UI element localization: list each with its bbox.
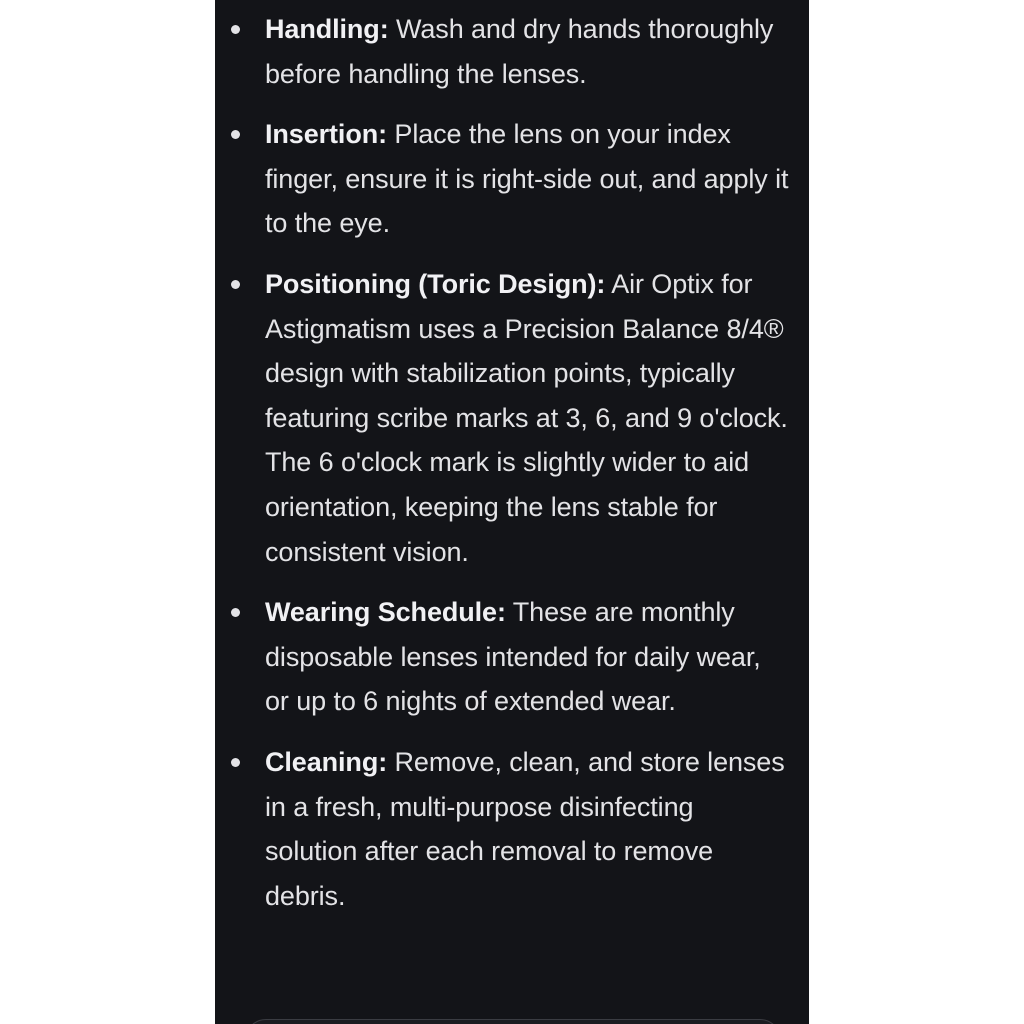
- bottom-card-edge: [245, 1019, 781, 1024]
- instructions-list: [215, 7, 809, 918]
- bullet-icon: [231, 608, 240, 617]
- term-description: Air Optix for Astigmatism uses a Precision Balance 8/4® design with stabilization points, typically featuring scribe marks at 3, 6, and 9 o'clock. The 6 o'clock mark is slightly wider to aid orientation, keeping the lens stable for consistent vision.: [265, 268, 788, 567]
- list-item-cleaning: [215, 740, 809, 918]
- term-label: Handling:: [265, 14, 389, 44]
- list-item-insertion: [215, 112, 809, 246]
- bullet-icon: [231, 758, 240, 767]
- chat-response-panel: [215, 0, 809, 1024]
- list-item-positioning: [215, 262, 809, 574]
- list-item-handling: [215, 7, 809, 96]
- term-label: Insertion:: [265, 119, 388, 150]
- response-content: [215, 7, 809, 934]
- term-label: Wearing Schedule:: [265, 597, 506, 628]
- bullet-icon: [231, 280, 240, 289]
- list-item-wearing-schedule: [215, 590, 809, 724]
- term-description: Wash and dry hands thoroughly before handling the lenses.: [265, 14, 774, 89]
- term-description: Place the lens on your index finger, ensure it is right-side out, and apply it to the eye.: [265, 119, 789, 239]
- bullet-icon: [231, 25, 240, 34]
- term-description: Remove, clean, and store lenses in a fresh, multi-purpose disinfecting solution after each removal to remove debris.: [265, 746, 785, 911]
- term-label: Cleaning:: [265, 746, 388, 777]
- bullet-icon: [231, 130, 240, 139]
- term-description: These are monthly disposable lenses intended for daily wear, or up to 6 nights of extended wear.: [265, 597, 761, 717]
- term-label: Positioning (Toric Design):: [265, 268, 606, 299]
